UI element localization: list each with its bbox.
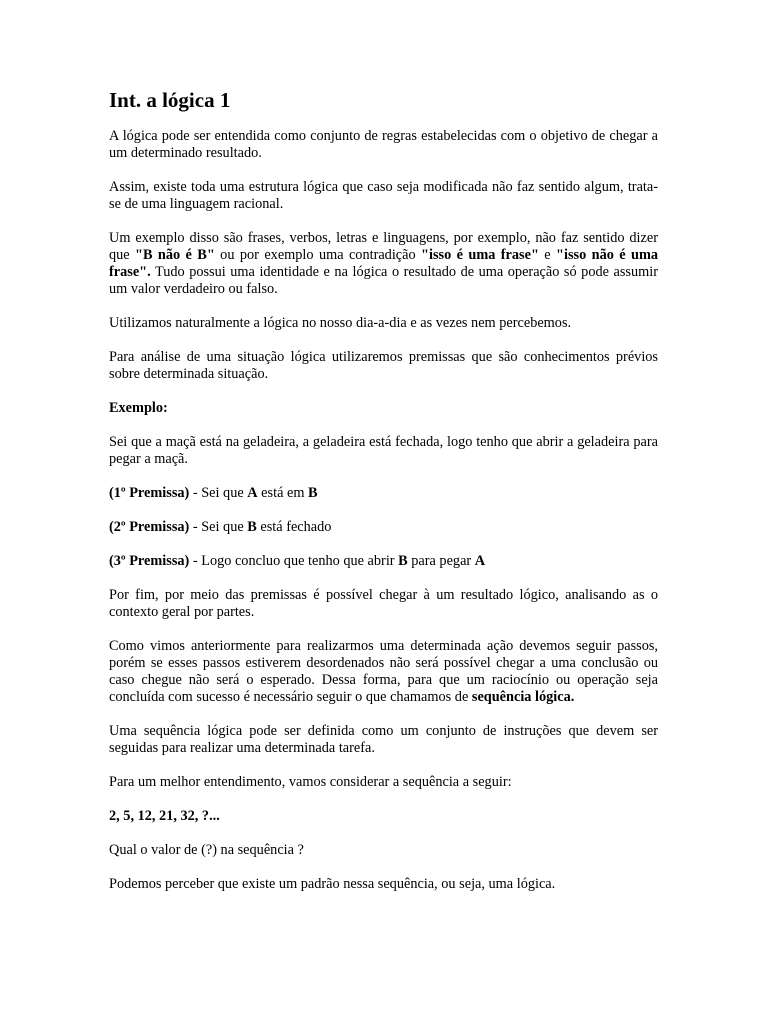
premise-2: [109, 519, 658, 536]
paragraph-apple-example: Sei que a maçã está na geladeira, a geladeira está fechada, logo tenho que abrir a geladeira para pegar a maçã.: [109, 434, 658, 467]
bold-phrase: sequência lógica.: [471, 689, 575, 705]
bold-phrase: "isso é uma frase": [421, 247, 539, 263]
paragraph-pattern: Podemos perceber que existe um padrão nessa sequência, ou seja, uma lógica.: [109, 876, 556, 892]
text-segment: para pegar: [407, 553, 475, 569]
text-segment: está fechado: [256, 519, 332, 535]
paragraph-daily-use: Utilizamos naturalmente a lógica no nosso dia-a-dia e as vezes nem percebemos.: [109, 315, 572, 331]
bold-phrase: "isso não é uma frase".: [109, 247, 659, 280]
text-segment: - Logo concluo que tenho que abrir: [189, 553, 399, 569]
text-segment: e: [538, 247, 557, 263]
paragraph-sequence-logic: [109, 638, 658, 706]
text-segment: Tudo possui uma identidade e na lógica o resultado de uma operação só pode assumir um valor verdadeiro ou falso.: [109, 264, 658, 297]
bold-letter: A: [247, 485, 258, 501]
number-sequence: 2, 5, 12, 21, 32, ?...: [109, 808, 220, 824]
text-segment: Um exemplo disso são frases, verbos, letras e linguagens, por exemplo, não faz sentido dizer que: [109, 230, 658, 263]
paragraph-structure: Assim, existe toda uma estrutura lógica que caso seja modificada não faz sentido algum, trata-se de uma linguagem racional.: [109, 179, 658, 212]
bold-letter: B: [308, 485, 318, 501]
text-segment: está em: [257, 485, 309, 501]
paragraph-definition: Uma sequência lógica pode ser definida como um conjunto de instruções que devem ser seguidas para realizar uma determinada tarefa.: [109, 723, 658, 756]
text-segment: - Sei que: [189, 485, 248, 501]
bold-letter: B: [398, 553, 408, 569]
premise-label: (2º Premissa): [109, 519, 190, 535]
paragraph-example-contradiction: [109, 230, 658, 298]
text-segment: ou por exemplo uma contradição: [214, 247, 422, 263]
paragraph-intro: A lógica pode ser entendida como conjunto de regras estabelecidas com o objetivo de chegar a um determinado resultado.: [109, 128, 658, 161]
paragraph-consider: Para um melhor entendimento, vamos considerar a sequência a seguir:: [109, 774, 512, 790]
premise-1: [109, 485, 658, 502]
document-page: [109, 88, 658, 910]
text-segment: Como vimos anteriormente para realizarmos uma determinada ação devemos seguir passos, porém se esses passos estiverem desordenados não será possível chegar a uma conclusão ou caso chegue não será o esperado. Dessa forma, para que um raciocínio ou operação seja concluída com sucesso é necessário seguir o que chamamos de: [109, 638, 658, 705]
example-heading: Exemplo:: [109, 400, 168, 416]
text-segment: - Sei que: [189, 519, 248, 535]
paragraph-conclusion: Por fim, por meio das premissas é possível chegar à um resultado lógico, analisando as o contexto geral por partes.: [109, 587, 658, 620]
document-title: Int. a lógica 1: [109, 88, 231, 112]
paragraph-question: Qual o valor de (?) na sequência ?: [109, 842, 304, 858]
premise-3: [109, 553, 658, 570]
bold-phrase: "B não é B": [135, 247, 215, 263]
bold-letter: B: [247, 519, 257, 535]
bold-letter: A: [474, 553, 486, 569]
premise-label: (1º Premissa): [109, 485, 190, 501]
paragraph-premises: Para análise de uma situação lógica utilizaremos premissas que são conhecimentos prévios sobre determinada situação.: [109, 349, 658, 382]
premise-label: (3º Premissa): [109, 553, 190, 569]
